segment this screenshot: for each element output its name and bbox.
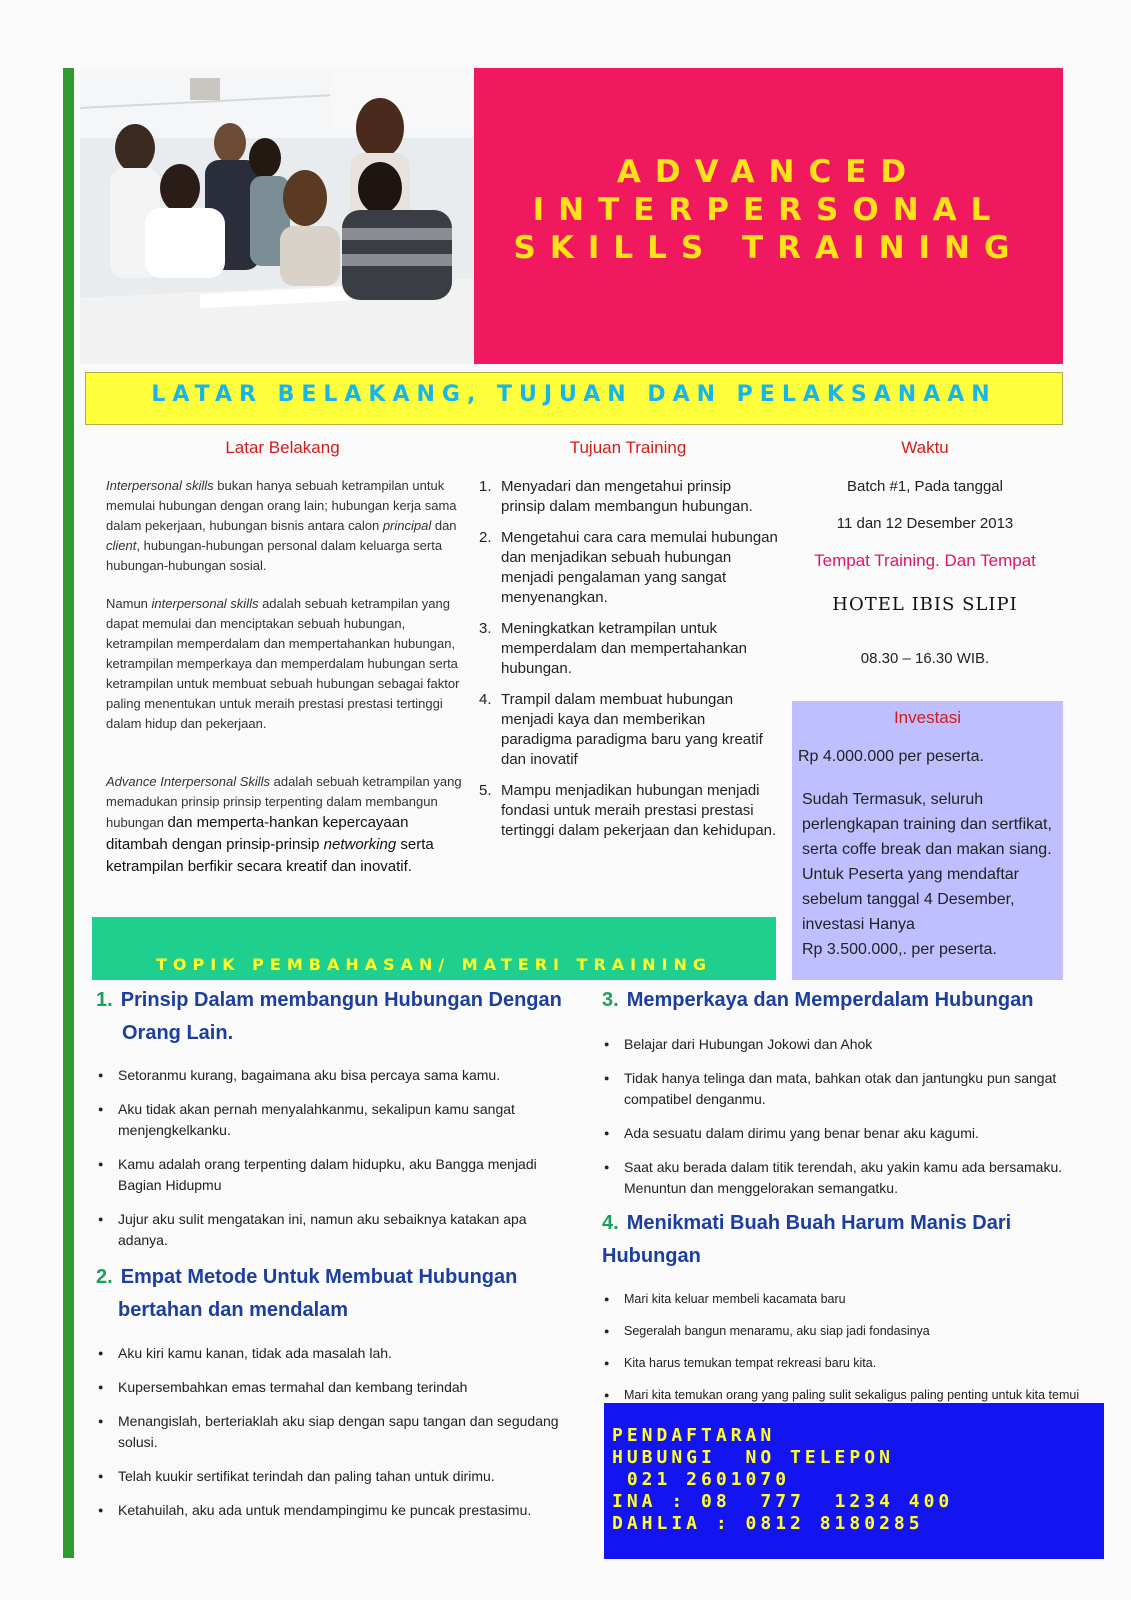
latar-p3-end: serta ketrampilan berfikir secara kreatif dan inovatif. — [106, 836, 434, 875]
topic-3-title — [602, 984, 1102, 1017]
latar-p2-start: Namun — [106, 596, 152, 611]
latar-p3-text: adalah sebuah ketrampilan yang memadukan prinsip prinsip terpenting dalam membangun hubungan — [106, 774, 462, 830]
waktu-batch: Batch #1, Pada tanggal — [847, 478, 1003, 495]
waktu-heading: Waktu — [901, 438, 949, 457]
latar-p2-text: adalah sebuah ketrampilan yang dapat memulai dan menciptakan sebuah hubungan, ketrampilan memperdalam dan mempertahankan hubungan, ketrampilan memperkaya dan memperdalam hubungan serta ketrampilan untuk membuat sebuah hubungan sebagai faktor paling menentukan untuk meraih prestasi prestasi tertinggi dalam hidup dan pekerjaan. — [106, 596, 460, 731]
investasi-details — [802, 787, 1057, 962]
title-box — [474, 68, 1063, 364]
topic-bullet-item: ● Menangislah, berteriaklah aku siap dengan sapu tangan dan segudang solusi. — [96, 1411, 566, 1453]
topic-2-title — [96, 1261, 566, 1327]
pendaftaran-phone-dahlia: DAHLIA : 0812 8180285 — [612, 1513, 924, 1534]
topic-bullet-item: ● Belajar dari Hubungan Jokowi dan Ahok — [602, 1034, 1102, 1055]
latar-p3-em: Advance Interpersonal Skills — [106, 774, 271, 789]
topic-bullet-item: ● Kamu adalah orang terpenting dalam hidupku, aku Bangga menjadi Bagian Hidupmu — [96, 1154, 566, 1196]
topic-bullet-item: ● Kita harus temukan tempat rekreasi baru kita. — [602, 1354, 1102, 1373]
investasi-early-price: Rp 3.500.000,. per peserta. — [802, 941, 997, 958]
tujuan-item-number: 2. — [479, 529, 492, 546]
topic-bullet-item: ● Setoranmu kurang, bagaimana aku bisa percaya sama kamu. — [96, 1065, 566, 1086]
topic-3-list — [602, 1034, 1102, 1199]
tujuan-item — [479, 528, 779, 608]
tujuan-item-text: Trampil dalam membuat hubungan menjadi kaya dan memberikan paradigma paradigma baru yang kreatif dan inovatif — [501, 691, 763, 768]
latar-p1-text: bukan hanya sebuah ketrampilan untuk memulai hubungan dengan orang lain; hubungan kerja sama dalam pekerjaan, hubungan bisnis antara calon — [106, 478, 457, 533]
latar-p1-em2: principal — [382, 518, 432, 533]
topic-1 — [96, 984, 566, 1264]
latar-p3-em2: networking — [323, 836, 397, 853]
topic-1-title — [96, 984, 566, 1050]
topik-band — [92, 917, 776, 980]
latar-paragraph-2 — [106, 594, 468, 734]
topic-bullet-item: ● Aku tidak akan pernah menyalahkanmu, sekalipun kamu sangat menjengkelkanku. — [96, 1099, 566, 1141]
topic-2 — [96, 1261, 566, 1534]
latar-p1-mid: dan — [431, 518, 457, 533]
pendaftaran-phone-office: 021 2601070 — [612, 1469, 791, 1490]
investasi-details-text: Sudah Termasuk, seluruh perlengkapan training dan sertfikat, serta coffe break dan makan siang. Untuk Peserta yang mendaftar sebelum tanggal 4 Desember, investasi Hanya — [802, 791, 1052, 933]
investasi-heading: Investasi — [893, 708, 962, 727]
pendaftaran-lines — [612, 1425, 953, 1535]
topic-bullet-item: ● Ada sesuatu dalam dirimu yang benar benar aku kagumi. — [602, 1123, 1102, 1144]
topic-1-number: 1. — [96, 989, 113, 1011]
tujuan-item-number: 4. — [479, 691, 492, 708]
topic-bullet-item: ● Jujur aku sulit mengatakan ini, namun aku sebaiknya katakan apa adanya. — [96, 1209, 566, 1251]
topic-3-number: 3. — [602, 989, 619, 1011]
title-line-3: SKILLS TRAINING — [513, 230, 1024, 266]
pendaftaran-label: PENDAFTARAN — [612, 1425, 776, 1446]
latar-p1-em3: client — [106, 538, 137, 553]
latar-p1-end: , hubungan-hubungan personal dalam keluarga serta hubungan-hubungan sosial. — [106, 538, 443, 573]
pendaftaran-phone-ina: INA : 08 777 1234 400 — [612, 1491, 954, 1512]
topic-bullet-item: ● Telah kuukir sertifikat terindah dan paling tahan untuk dirimu. — [96, 1466, 566, 1487]
tujuan-item — [479, 477, 779, 517]
section-band-title: LATAR BELAKANG, TUJUAN DAN PELAKSANAAN — [151, 382, 997, 407]
tujuan-item-text: Meningkatkan ketrampilan untuk memperdalam dan mempertahankan hubungan. — [501, 620, 747, 677]
topic-4-number: 4. — [602, 1212, 619, 1234]
tujuan-item-text: Mampu menjadikan hubungan menjadi fondasi untuk meraih prestasi prestasi tertinggi dalam pekerjaan dan kehidupan. — [501, 782, 777, 839]
topic-3-title-text: Memperkaya dan Memperdalam Hubungan — [626, 989, 1034, 1011]
pendaftaran-box — [604, 1403, 1104, 1559]
tujuan-item-text: Menyadari dan mengetahui prinsip prinsip dalam membangun hubungan. — [501, 478, 753, 515]
topic-4-title-text: Menikmati Buah Buah Harum Manis Dari Hubungan — [602, 1212, 1012, 1267]
pendaftaran-hubungi: HUBUNGI NO TELEPON — [612, 1447, 894, 1468]
investasi-box — [792, 701, 1063, 980]
topic-bullet-item: ● Kupersembahkan emas termahal dan kembang terindah — [96, 1377, 566, 1398]
green-vertical-rule — [63, 68, 74, 1558]
tujuan-item-text: Mengetahui cara cara memulai hubungan dan menjadikan sebuah hubungan menjadi pengalaman yang sangat menyenangkan. — [501, 529, 778, 606]
tujuan-item-number: 5. — [479, 782, 492, 799]
tujuan-list — [479, 477, 779, 852]
topic-3 — [602, 984, 1102, 1212]
latar-paragraph-3 — [106, 772, 468, 878]
topic-2-number: 2. — [96, 1266, 113, 1288]
topic-1-list — [96, 1065, 566, 1251]
topic-bullet-item: ● Saat aku berada dalam titik terendah, aku yakin kamu ada bersamaku. Menuntun dan menggelorakan semangatku. — [602, 1157, 1102, 1199]
latar-heading: Latar Belakang — [225, 438, 340, 457]
latar-p2-em: interpersonal skills — [151, 596, 259, 611]
waktu-time: 08.30 – 16.30 WIB. — [860, 650, 990, 667]
topik-band-title: TOPIK PEMBAHASAN/ MATERI TRAINING — [156, 955, 712, 974]
topic-2-list — [96, 1343, 566, 1521]
tujuan-item — [479, 619, 779, 679]
topic-bullet-item: ● Aku kiri kamu kanan, tidak ada masalah lah. — [96, 1343, 566, 1364]
topic-bullet-item: ● Ketahuilah, aku ada untuk mendampingimu ke puncak prestasimu. — [96, 1500, 566, 1521]
topic-bullet-item: ● Mari kita keluar membeli kacamata baru — [602, 1290, 1102, 1309]
section-band-latar — [85, 372, 1063, 425]
investasi-price: Rp 4.000.000 per peserta. — [798, 748, 984, 765]
tujuan-item-number: 3. — [479, 620, 492, 637]
tujuan-heading: Tujuan Training — [569, 438, 687, 457]
students-group-photo — [80, 68, 473, 364]
tujuan-item — [479, 690, 779, 770]
waktu-date: 11 dan 12 Desember 2013 — [836, 515, 1014, 532]
topic-4-title — [602, 1207, 1102, 1273]
topic-1-title-text: Prinsip Dalam membangun Hubungan Dengan Orang Lain. — [120, 989, 562, 1044]
topic-2-title-text: Empat Metode Untuk Membuat Hubungan bertahan dan mendalam — [118, 1266, 518, 1321]
latar-p3-big: dan memperta-hankan kepercayaan ditambah dengan prinsip-prinsip — [106, 814, 409, 853]
tempat-heading: Tempat Training. Dan Tempat — [814, 551, 1036, 570]
latar-p1-em: Interpersonal skills — [106, 478, 214, 493]
topic-bullet-item: ● Tidak hanya telinga dan mata, bahkan otak dan jantungku pun sangat compatibel denganmu. — [602, 1068, 1102, 1110]
tujuan-item — [479, 781, 779, 841]
tujuan-item-number: 1. — [479, 478, 492, 495]
hotel-name: HOTEL IBIS SLIPI — [832, 594, 1018, 615]
title-line-2: INTERPERSONAL — [532, 192, 1005, 228]
topic-bullet-item: ● Segeralah bangun menaramu, aku siap jadi fondasinya — [602, 1322, 1102, 1341]
latar-paragraph-1 — [106, 476, 468, 576]
title-line-1: ADVANCED — [616, 154, 921, 190]
topic-bullet-item: ● Mari kita temukan orang yang paling sulit sekaligus paling penting untuk kita temui — [602, 1386, 1102, 1424]
